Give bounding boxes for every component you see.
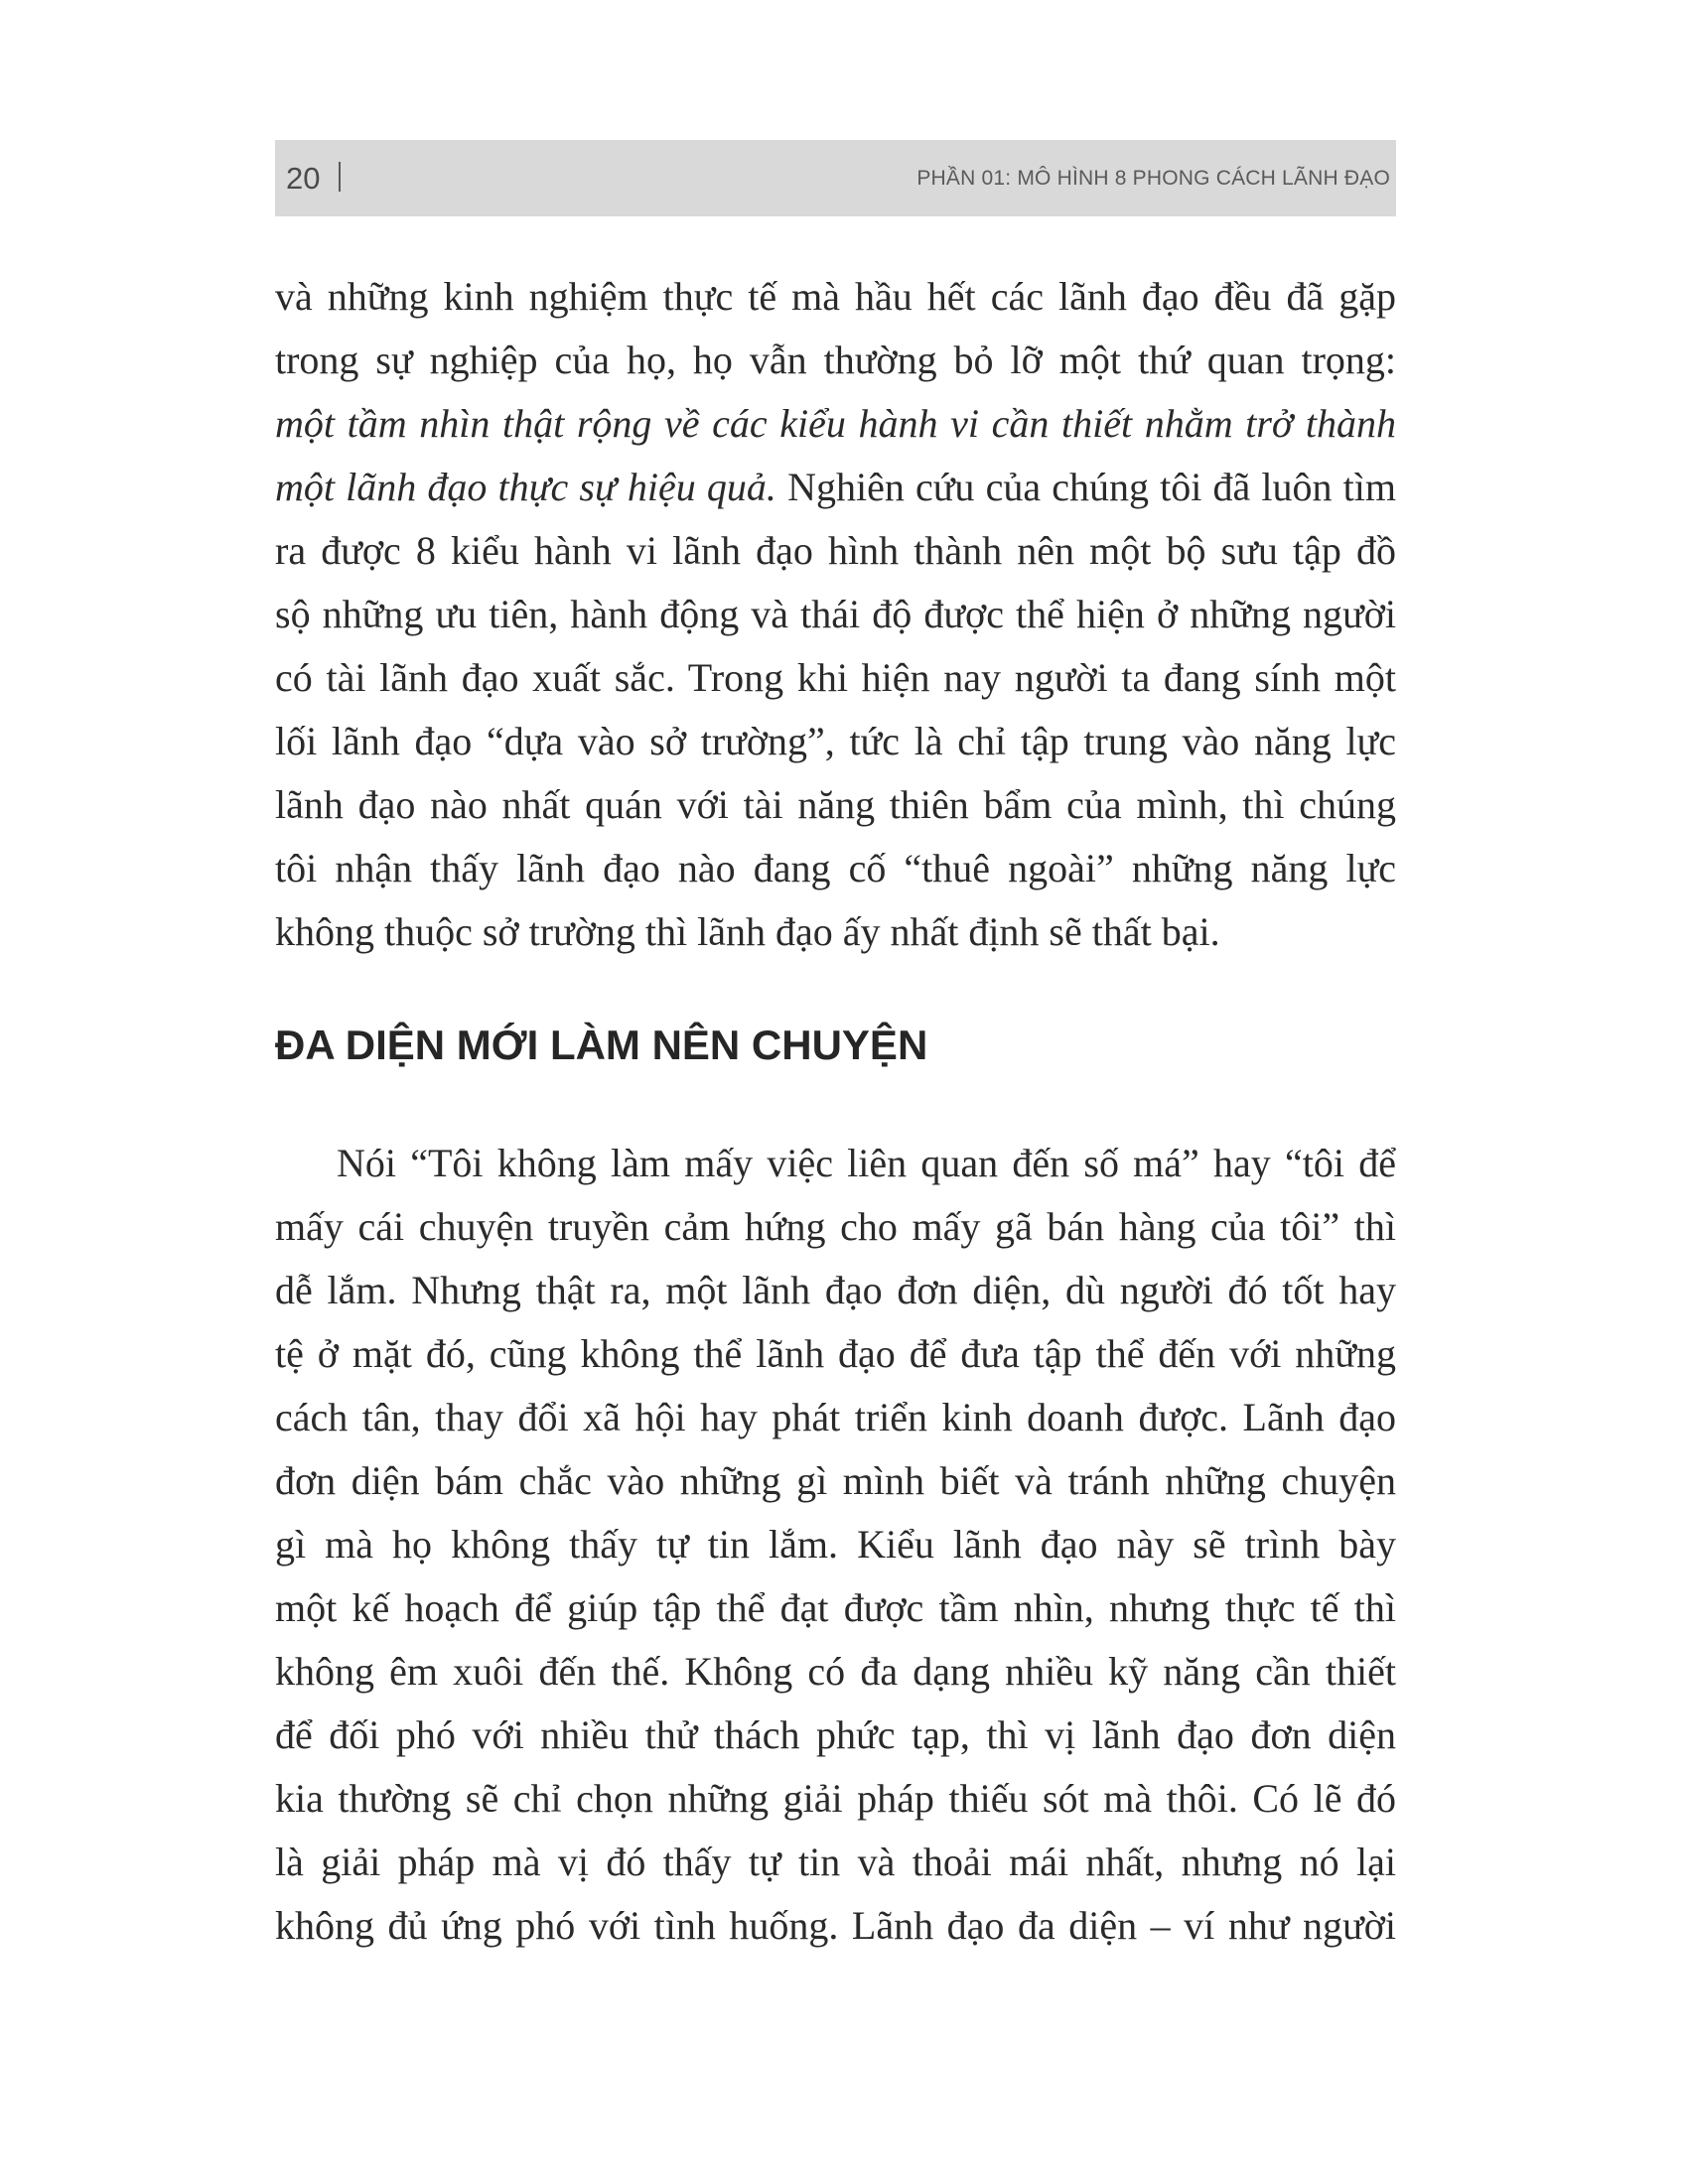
text-line: không êm xuôi đến thế. Không có đa dạng nhiều kỹ năng cần thiết bbox=[275, 1649, 1396, 1694]
text-run: Nghiên cứu của chúng tôi đã luôn tìm bbox=[775, 465, 1396, 509]
text-line: tôi nhận thấy lãnh đạo nào đang cố “thuê ngoài” những năng lực bbox=[275, 846, 1396, 890]
text-line: và những kinh nghiệm thực tế mà hầu hết các lãnh đạo đều đã gặp bbox=[275, 274, 1396, 319]
text-line: để đối phó với nhiều thử thách phức tạp, thì vị lãnh đạo đơn diện bbox=[275, 1712, 1396, 1757]
text-line: lãnh đạo nào nhất quán với tài năng thiên bẩm của mình, thì chúng bbox=[275, 782, 1396, 827]
italic-phrase: một lãnh đạo thực sự hiệu quả. bbox=[275, 465, 776, 509]
text-line: gì mà họ không thấy tự tin lắm. Kiểu lãnh đạo này sẽ trình bày bbox=[275, 1522, 1396, 1567]
text-line: tệ ở mặt đó, cũng không thể lãnh đạo để đưa tập thể đến với những bbox=[275, 1331, 1396, 1376]
text-line: trong sự nghiệp của họ, họ vẫn thường bỏ lỡ một thứ quan trọng: bbox=[275, 338, 1396, 382]
running-head: PHẦN 01: MÔ HÌNH 8 PHONG CÁCH LÃNH ĐẠO bbox=[916, 167, 1390, 190]
text-line: dễ lắm. Nhưng thật ra, một lãnh đạo đơn diện, dù người đó tốt hay bbox=[275, 1268, 1396, 1312]
text-line-italic: một tầm nhìn thật rộng về các kiểu hành vi cần thiết nhằm trở thành bbox=[275, 401, 1396, 446]
text-line: một kế hoạch để giúp tập thể đạt được tầm nhìn, nhưng thực tế thì bbox=[275, 1585, 1396, 1630]
text-line: cách tân, thay đổi xã hội hay phát triển kinh doanh được. Lãnh đạo bbox=[275, 1395, 1396, 1439]
text-line: ra được 8 kiểu hành vi lãnh đạo hình thành nên một bộ sưu tập đồ bbox=[275, 528, 1396, 573]
text-line: Nói “Tôi không làm mấy việc liên quan đến số má” hay “tôi để bbox=[337, 1141, 1396, 1185]
text-line: sộ những ưu tiên, hành động và thái độ được thể hiện ở những người bbox=[275, 592, 1396, 636]
text-line: đơn diện bám chắc vào những gì mình biết và tránh những chuyện bbox=[275, 1458, 1396, 1503]
section-heading: ĐA DIỆN MỚI LÀM NÊN CHUYỆN bbox=[275, 1022, 928, 1068]
text-line: là giải pháp mà vị đó thấy tự tin và thoải mái nhất, nhưng nó lại bbox=[275, 1840, 1396, 1884]
text-line: không thuộc sở trường thì lãnh đạo ấy nhất định sẽ thất bại. bbox=[275, 909, 1220, 954]
text-line: mấy cái chuyện truyền cảm hứng cho mấy gã bán hàng của tôi” thì bbox=[275, 1204, 1396, 1249]
text-line: không đủ ứng phó với tình huống. Lãnh đạo đa diện – ví như người bbox=[275, 1903, 1396, 1948]
text-line-mixed bbox=[275, 456, 1396, 519]
text-line: có tài lãnh đạo xuất sắc. Trong khi hiện nay người ta đang sính một bbox=[275, 655, 1396, 700]
header-separator bbox=[339, 162, 341, 192]
text-line: lối lãnh đạo “dựa vào sở trường”, tức là chỉ tập trung vào năng lực bbox=[275, 719, 1396, 763]
page-number: 20 bbox=[286, 161, 321, 196]
text-line: kia thường sẽ chỉ chọn những giải pháp thiếu sót mà thôi. Có lẽ đó bbox=[275, 1776, 1396, 1821]
